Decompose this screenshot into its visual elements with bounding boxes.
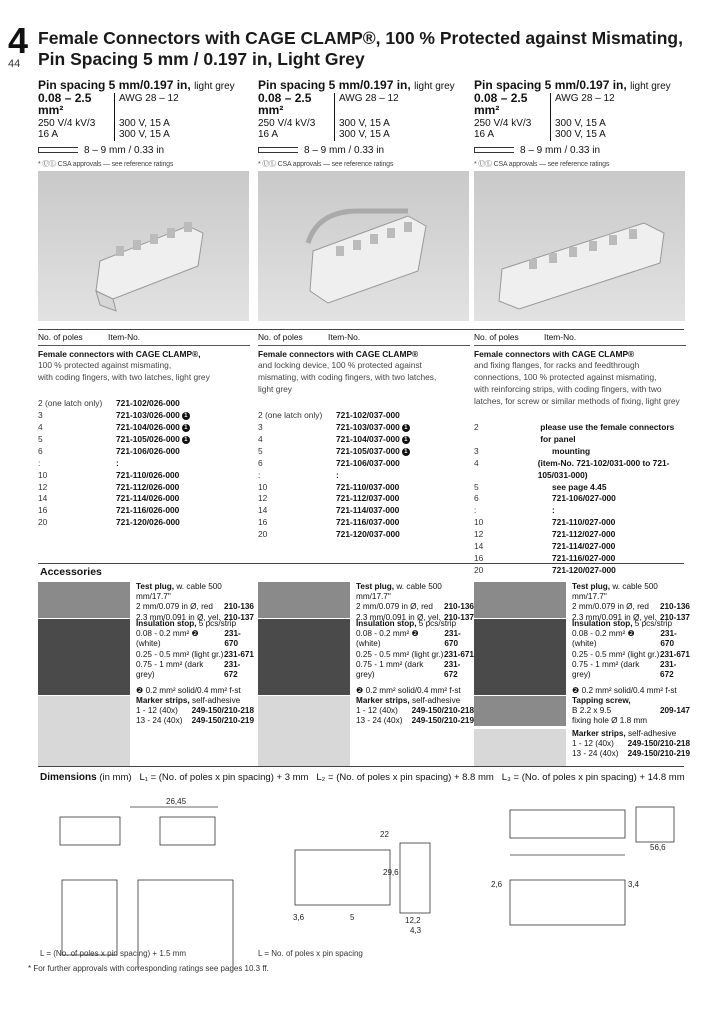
connector-illustration-3 [474, 171, 685, 321]
item-cell: : [116, 457, 119, 468]
table-row [38, 410, 250, 422]
table-row [474, 458, 686, 482]
item-cell: 721-116/026-000 [116, 505, 180, 516]
dimensions-label: Dimensions [40, 772, 97, 783]
item-cell: 721-116/027-000 [552, 553, 616, 563]
item-cell: 721-120/037-000 [336, 529, 400, 540]
wire-range: 0.08 – 2.5 mm² [38, 90, 92, 117]
item-cell: : [552, 505, 555, 516]
current: 16 A [38, 129, 59, 140]
dim-label-5: 3,6 [293, 913, 305, 922]
table-row [38, 446, 250, 458]
item-table-3 [474, 333, 686, 577]
intro-line: with reinforcing strips, with coding fingers, with two [474, 384, 662, 395]
table-row [38, 517, 250, 529]
item-table-2 [258, 333, 470, 541]
poles-cell: 4 [38, 422, 43, 433]
screw-accessory: Tapping screw, B 2.2 x 9.5 209-147 fixing hole Ø 1.8 mm [474, 696, 686, 726]
item-cell: please use the female connectors for panel [540, 422, 675, 444]
accessory-photo [474, 619, 566, 695]
header-poles: No. of poles [258, 332, 303, 342]
dim-label-3: 29,6 [383, 868, 399, 877]
dim-label-10: 3,4 [628, 880, 640, 889]
rating-ul: 300 V, 15 A [334, 118, 390, 130]
table-row [38, 482, 250, 494]
title-line-2: Pin Spacing 5 mm / 0.197 in, Light Grey [38, 49, 365, 69]
spec-block-3 [474, 80, 686, 171]
intro-line: light grey [258, 384, 292, 395]
rating-csa: 300 V, 15 A [114, 129, 170, 141]
table-row [258, 470, 470, 482]
strip-length: 8 – 9 mm / 0.33 in [84, 144, 165, 156]
table-row [38, 398, 250, 410]
header-item: Item-No. [544, 332, 577, 342]
table-row [258, 529, 470, 541]
poles-cell: 5 [38, 433, 43, 444]
poles-cell: 2 (one latch only) [258, 410, 323, 421]
item-cell: 721-116/037-000 [336, 517, 400, 528]
formula-l2: L₂ = (No. of poles x pin spacing) + 8.8 mm [316, 772, 494, 783]
poles-cell: 10 [474, 517, 484, 528]
dimensions-unit: (in mm) [99, 772, 132, 783]
product-photo-3 [474, 171, 685, 321]
note-marker-icon: 1 [402, 436, 410, 444]
note-marker-icon: 1 [182, 412, 190, 420]
table-row [258, 458, 470, 470]
item-cell: 721-106/026-000 [116, 445, 180, 456]
accessory-photo [258, 582, 350, 618]
rule-accessories [38, 563, 684, 564]
intro-title: Female connectors with CAGE CLAMP® [474, 348, 635, 359]
dimension-drawings [40, 795, 690, 970]
table-row [38, 505, 250, 517]
test-plug-accessory: Test plug, w. cable 500 mm/17.7" 2 mm/0.079 in Ø, red 210-136 2.3 mm/0.091 in Ø, yel. 210-137 [38, 582, 250, 618]
pin-spacing: Pin spacing 5 mm/0.197 in, light grey [38, 78, 235, 92]
stop-accessory: Insulation stop, 5 pcs/strip 0.08 - 0.2 mm² ❷ (white) 231-670 0.25 - 0.5 mm² (light gr.) 231-671 0.75 - 1 mm² (dark grey) 231-672 ❷ 0.2 mm² solid/0.4 mm² f-st [258, 619, 470, 695]
marker-accessory: Marker strips, self-adhesive 1 - 12 (40x) 249-150/210-218 13 - 24 (40x) 249-150/210-219 [258, 696, 470, 766]
pin-spacing: Pin spacing 5 mm/0.197 in, light grey [474, 78, 671, 92]
table-row [38, 434, 250, 446]
accessory-photo [474, 696, 566, 726]
formula-l3: L₃ = (No. of poles x pin spacing) + 14.8 mm [501, 772, 685, 783]
dim-label-1: 26,45 [166, 797, 187, 806]
poles-cell: 4 [474, 457, 479, 468]
poles-cell: 14 [258, 505, 268, 516]
intro-line: with coding fingers, with two latches, light grey [38, 372, 210, 383]
accessory-photo [474, 729, 566, 766]
dim-label-4: 12,2 [405, 916, 421, 925]
table-row [258, 517, 470, 529]
table-row [258, 505, 470, 517]
poles-cell: 3 [38, 410, 43, 421]
caption-l-pin-1: L = (No. of poles x pin spacing) + 1.5 mm [40, 949, 186, 958]
table-row [38, 458, 250, 470]
table-row [38, 422, 250, 434]
footnote: * For further approvals with corresponding ratings see pages 10.3 ff. [28, 964, 269, 973]
approval-note: * ⓊⓁ CSA approvals — see reference ratings [474, 161, 610, 168]
caption-l-pin-2: L = No. of poles x pin spacing [258, 949, 363, 958]
spec-block-2 [258, 80, 470, 171]
poles-cell: 12 [258, 493, 268, 504]
table-row [474, 482, 686, 494]
rating-csa: 300 V, 15 A [334, 129, 390, 141]
marker-accessory: Marker strips, self-adhesive 1 - 12 (40x) 249-150/210-218 13 - 24 (40x) 249-150/210-219 [38, 696, 250, 766]
strip-length-icon [258, 147, 298, 153]
item-cell: 721-114/027-000 [552, 541, 616, 552]
rule-top [38, 329, 684, 330]
note-marker-icon: 1 [402, 424, 410, 432]
table-header [38, 333, 250, 343]
poles-cell: : [258, 469, 261, 480]
approval-note: * ⓊⓁ CSA approvals — see reference ratings [258, 161, 394, 168]
poles-cell: 12 [38, 481, 48, 492]
poles-cell: 20 [258, 529, 268, 540]
accessory-photo [38, 619, 130, 695]
item-cell: 721-120/026-000 [116, 517, 180, 528]
dim-label-6: 5 [350, 913, 355, 922]
intro-line: and locking device, 100 % protected against [258, 360, 422, 371]
accessory-photo [258, 696, 350, 766]
marker-accessory: Marker strips, self-adhesive 1 - 12 (40x) 249-150/210-218 13 - 24 (40x) 249-150/210-219 [474, 729, 686, 766]
poles-cell: 12 [474, 529, 484, 540]
stop-accessory: Insulation stop, 5 pcs/strip 0.08 - 0.2 mm² ❷ (white) 231-670 0.25 - 0.5 mm² (light gr.) 231-671 0.75 - 1 mm² (dark grey) 231-672 ❷ 0.2 mm² solid/0.4 mm² f-st [38, 619, 250, 695]
stop-accessory: Insulation stop, 5 pcs/strip 0.08 - 0.2 mm² ❷ (white) 231-670 0.25 - 0.5 mm² (light gr.) 231-671 0.75 - 1 mm² (dark grey) 231-672 ❷ 0.2 mm² solid/0.4 mm² f-st [474, 619, 686, 695]
spec-block-1 [38, 80, 250, 171]
rating-ul: 300 V, 15 A [550, 118, 606, 130]
item-cell: 721-105/037-000 1 [336, 446, 410, 458]
poles-cell: 10 [38, 469, 48, 480]
table-row [258, 482, 470, 494]
item-cell: 721-104/026-000 1 [116, 422, 190, 434]
item-cell: 721-110/027-000 [552, 517, 616, 528]
poles-cell: 6 [474, 493, 479, 504]
current: 16 A [258, 129, 279, 140]
dim-label-7: 4,3 [410, 926, 422, 935]
table-row [474, 505, 686, 517]
item-cell: 721-104/037-000 1 [336, 434, 410, 446]
poles-cell: 14 [474, 541, 484, 552]
dimensions-line [40, 772, 685, 783]
header-item: Item-No. [108, 332, 141, 342]
poles-cell: 16 [38, 505, 48, 516]
table-row [258, 434, 470, 446]
poles-cell: 10 [258, 481, 268, 492]
current: 16 A [474, 129, 495, 140]
poles-cell: 4 [258, 433, 263, 444]
poles-cell: 14 [38, 493, 48, 504]
rating-1: 250 V/4 kV/3 [38, 117, 96, 129]
accessory-photo [258, 619, 350, 695]
accessory-photo [38, 696, 130, 766]
table-row [474, 446, 686, 458]
connector-illustration-1 [38, 171, 249, 321]
product-photo-2 [258, 171, 469, 321]
rating-csa: 300 V, 15 A [550, 129, 606, 141]
intro-line: latches, for screw or similar methods of fixing, light grey [474, 396, 680, 407]
intro-line: 100 % protected against mismating, [38, 360, 172, 371]
table-row [258, 446, 470, 458]
table-row [258, 410, 470, 422]
intro-title: Female connectors with CAGE CLAMP®, [38, 348, 201, 359]
poles-cell: 2 [474, 422, 479, 433]
strip-length: 8 – 9 mm / 0.33 in [304, 144, 385, 156]
item-cell: : [336, 469, 339, 480]
item-cell: 721-102/026-000 [116, 398, 180, 409]
poles-cell: : [38, 457, 41, 468]
table-row [38, 470, 250, 482]
item-cell: 721-110/037-000 [336, 481, 400, 492]
poles-cell: 6 [38, 445, 43, 456]
item-cell: mounting [552, 445, 591, 456]
poles-cell: 5 [474, 481, 479, 492]
item-cell: 721-103/037-000 1 [336, 422, 410, 434]
wire-range: 0.08 – 2.5 mm² [258, 90, 312, 117]
intro-line: mismating, with coding fingers, with two latches, [258, 372, 437, 383]
pin-spacing: Pin spacing 5 mm/0.197 in, light grey [258, 78, 455, 92]
item-cell: 721-114/026-000 [116, 493, 180, 504]
approval-note: * ⓊⓁ CSA approvals — see reference ratings [38, 161, 174, 168]
table-header [474, 333, 686, 343]
item-cell: (item-No. 721-102/031-000 to 721-105/031-000) [537, 457, 670, 480]
table-row [474, 529, 686, 541]
rating-ul: 300 V, 15 A [114, 118, 170, 130]
rating-1: 250 V/4 kV/3 [474, 117, 532, 129]
test-plug-accessory: Test plug, w. cable 500 mm/17.7" 2 mm/0.079 in Ø, red 210-136 2.3 mm/0.091 in Ø, yel. 210-137 [474, 582, 686, 618]
poles-cell: 16 [474, 553, 484, 563]
rule-dimensions [38, 766, 684, 767]
formula-l1: L₁ = (No. of poles x pin spacing) + 3 mm [139, 772, 309, 783]
strip-length-icon [474, 147, 514, 153]
strip-length: 8 – 9 mm / 0.33 in [520, 144, 601, 156]
rating-1: 250 V/4 kV/3 [258, 117, 316, 129]
test-plug-accessory: Test plug, w. cable 500 mm/17.7" 2 mm/0.079 in Ø, red 210-136 2.3 mm/0.091 in Ø, yel. 210-137 [258, 582, 470, 618]
item-cell: 721-103/026-000 1 [116, 410, 190, 422]
table-row [474, 422, 686, 446]
strip-length-icon [38, 147, 78, 153]
note-marker-icon: 1 [182, 424, 190, 432]
section-number: 4 [8, 20, 29, 61]
page-title [38, 28, 683, 70]
item-cell: 721-110/026-000 [116, 469, 180, 480]
poles-cell: 16 [258, 517, 268, 528]
item-cell: 721-105/026-000 1 [116, 434, 190, 446]
wire-range: 0.08 – 2.5 mm² [474, 90, 528, 117]
header-poles: No. of poles [38, 332, 83, 342]
dim-label-9: 2,6 [491, 880, 503, 889]
header-item: Item-No. [328, 332, 361, 342]
poles-cell: 20 [38, 517, 48, 528]
item-cell: 721-120/027-000 [552, 564, 616, 575]
item-cell: 721-112/026-000 [116, 481, 180, 492]
poles-cell: : [474, 505, 477, 516]
poles-cell: 6 [258, 457, 263, 468]
connector-illustration-2 [258, 171, 469, 321]
item-cell: 721-106/027-000 [552, 493, 616, 504]
intro-line: connections, 100 % protected against mismating, [474, 372, 657, 383]
note-marker-icon: 1 [402, 448, 410, 456]
table-row [258, 493, 470, 505]
poles-cell: 20 [474, 564, 484, 575]
awg: AWG 28 – 12 [550, 93, 615, 118]
awg: AWG 28 – 12 [114, 93, 179, 118]
item-table-1 [38, 333, 250, 529]
poles-cell: 5 [258, 445, 263, 456]
item-cell: see page 4.45 [552, 481, 607, 492]
item-cell: 721-114/037-000 [336, 505, 400, 516]
page-number: 44 [8, 58, 21, 70]
table-row [38, 493, 250, 505]
table-row [474, 541, 686, 553]
accessories-title: Accessories [40, 566, 102, 578]
accessory-photo [474, 582, 566, 618]
item-cell: 721-112/037-000 [336, 493, 400, 504]
table-row [258, 422, 470, 434]
poles-cell: 2 (one latch only) [38, 398, 103, 409]
dim-label-8: 56,6 [650, 843, 666, 852]
item-cell: 721-106/037-000 [336, 457, 400, 468]
product-photo-1 [38, 171, 249, 321]
table-row [474, 493, 686, 505]
poles-cell: 3 [474, 445, 479, 456]
intro-line: and fixing flanges, for racks and feedthrough [474, 360, 640, 371]
item-cell: 721-102/037-000 [336, 410, 400, 421]
header-poles: No. of poles [474, 332, 519, 342]
table-row [474, 565, 686, 577]
dim-label-2: 22 [380, 830, 389, 839]
item-cell: 721-112/027-000 [552, 529, 616, 540]
title-line-1: Female Connectors with CAGE CLAMP®, 100 % Protected against Mismating, [38, 28, 683, 48]
awg: AWG 28 – 12 [334, 93, 399, 118]
poles-cell: 3 [258, 422, 263, 433]
accessory-photo [38, 582, 130, 618]
table-header [258, 333, 470, 343]
note-marker-icon: 1 [182, 436, 190, 444]
table-row [474, 517, 686, 529]
intro-title: Female connectors with CAGE CLAMP® [258, 348, 419, 359]
